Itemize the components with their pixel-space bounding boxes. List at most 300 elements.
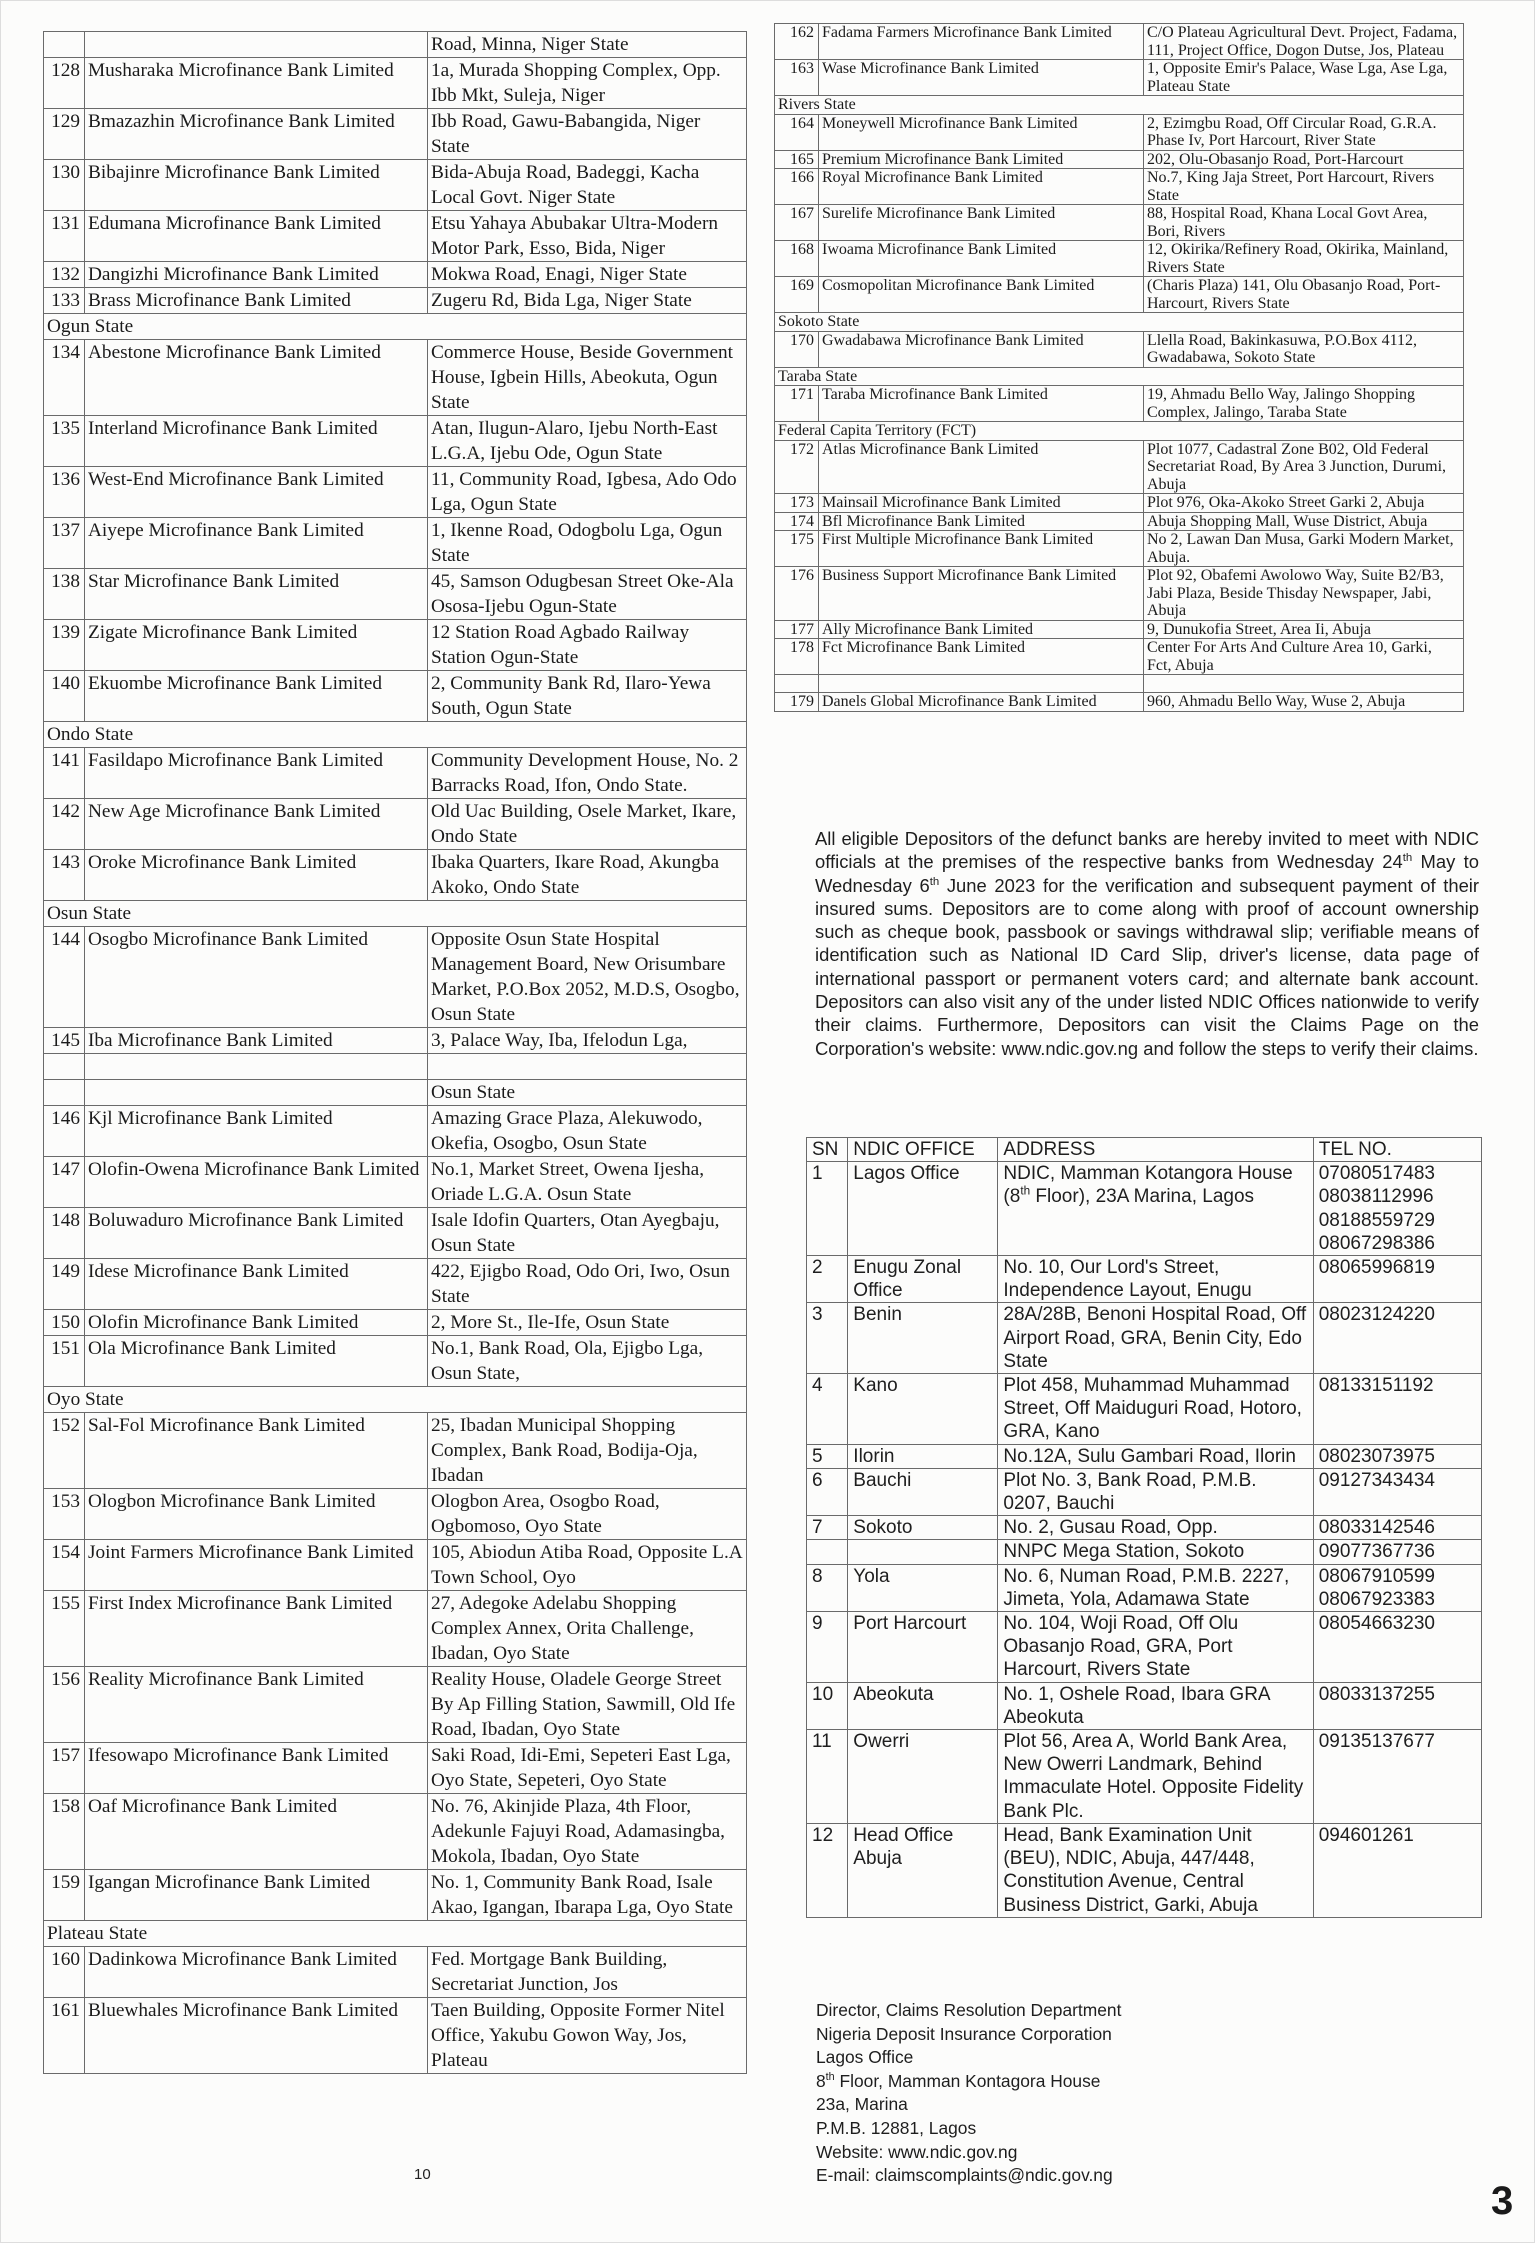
- website-link[interactable]: www.ndic.gov.ng: [888, 2141, 1018, 2162]
- state-header-row: [775, 96, 1464, 115]
- bank-name-cell: [85, 1080, 428, 1106]
- bank-row: [44, 340, 747, 416]
- bank-sn-cell: 169: [775, 277, 819, 313]
- office-address-cell: No. 2, Gusau Road, Opp.: [998, 1516, 1313, 1540]
- bank-row: [44, 1998, 747, 2074]
- bank-name-cell: Ekuombe Microfinance Bank Limited: [85, 671, 428, 722]
- office-address-cell: NNPC Mega Station, Sokoto: [998, 1540, 1313, 1564]
- bank-address-cell: 105, Abiodun Atiba Road, Opposite L.A Town School, Oyo: [428, 1540, 747, 1591]
- office-tel-cell: [1313, 1468, 1481, 1515]
- bank-row: [44, 1413, 747, 1489]
- bank-name-cell: West-End Microfinance Bank Limited: [85, 467, 428, 518]
- office-tel-cell: [1313, 1256, 1481, 1303]
- bank-address-cell: No. 76, Akinjide Plaza, 4th Floor, Adekunle Fajuyi Road, Adamasingba, Mokola, Ibadan, Oyo State: [428, 1794, 747, 1870]
- bank-name-cell: Sal-Fol Microfinance Bank Limited: [85, 1413, 428, 1489]
- bank-row: [44, 1259, 747, 1310]
- bank-name-cell: First Index Microfinance Bank Limited: [85, 1591, 428, 1667]
- header-tel: TEL NO.: [1313, 1138, 1481, 1162]
- bank-sn-cell: 156: [44, 1667, 85, 1743]
- bank-name-cell: Ola Microfinance Bank Limited: [85, 1336, 428, 1387]
- blank-cell: [44, 1054, 85, 1080]
- blank-cell: [85, 1054, 428, 1080]
- bank-sn-cell: 171: [775, 386, 819, 422]
- state-header-row: [44, 314, 747, 340]
- bank-row: [44, 1794, 747, 1870]
- office-name-cell: Owerri: [848, 1730, 998, 1824]
- bank-address-cell: Commerce House, Beside Government House, Igbein Hills, Abeokuta, Ogun State: [428, 340, 747, 416]
- bank-sn-cell: 151: [44, 1336, 85, 1387]
- bank-address-cell: Plot 1077, Cadastral Zone B02, Old Federal Secretariat Road, By Area 3 Junction, Durumi, Abuja: [1144, 440, 1464, 494]
- website-line: Website: www.ndic.gov.ng: [816, 2141, 1018, 2162]
- office-row: [807, 1612, 1482, 1683]
- bank-address-cell: No.7, King Jaja Street, Port Harcourt, Rivers State: [1144, 169, 1464, 205]
- office-row: [807, 1564, 1482, 1611]
- bank-name-cell: Olofin-Owena Microfinance Bank Limited: [85, 1157, 428, 1208]
- bank-address-cell: 45, Samson Odugbesan Street Oke-Ala Ososa-Ijebu Ogun-State: [428, 569, 747, 620]
- office-row: [807, 1516, 1482, 1540]
- bank-address-cell: Ibb Road, Gawu-Babangida, Niger State: [428, 109, 747, 160]
- office-address-cell: No.12A, Sulu Gambari Road, Ilorin: [998, 1444, 1313, 1468]
- bank-address-cell: Plot 92, Obafemi Awolowo Way, Suite B2/B3, Jabi Plaza, Beside Thisday Newspaper, Jabi, Abuja: [1144, 567, 1464, 621]
- bank-address-cell: 960, Ahmadu Bello Way, Wuse 2, Abuja: [1144, 693, 1464, 712]
- bank-row: [44, 160, 747, 211]
- bank-address-cell: Fed. Mortgage Bank Building, Secretariat Junction, Jos: [428, 1947, 747, 1998]
- bank-sn-cell: 152: [44, 1413, 85, 1489]
- bank-sn-cell: 129: [44, 109, 85, 160]
- phone-number[interactable]: 07080517483: [1318, 1163, 1435, 1185]
- bank-row: [775, 440, 1464, 494]
- bank-address-cell: Ibaka Quarters, Ikare Road, Akungba Akoko, Ondo State: [428, 850, 747, 901]
- director-contact-block: [816, 1999, 1416, 2188]
- office-row: [807, 1162, 1482, 1256]
- bank-row: [44, 1336, 747, 1387]
- bank-row: [44, 1208, 747, 1259]
- bank-name-cell: Edumana Microfinance Bank Limited: [85, 211, 428, 262]
- blank-cell: [428, 1054, 747, 1080]
- offices-header-row: [807, 1138, 1482, 1162]
- office-sn-cell: 9: [807, 1612, 848, 1683]
- bank-name-cell: Bluewhales Microfinance Bank Limited: [85, 1998, 428, 2074]
- office-address-cell: No. 10, Our Lord's Street, Independence Layout, Enugu: [998, 1256, 1313, 1303]
- bank-name-cell: Royal Microfinance Bank Limited: [819, 169, 1144, 205]
- bank-name-cell: Iwoama Microfinance Bank Limited: [819, 241, 1144, 277]
- bank-name-cell: First Multiple Microfinance Bank Limited: [819, 531, 1144, 567]
- office-address-cell: Head, Bank Examination Unit (BEU), NDIC, Abuja, 447/448, Constitution Avenue, Central Business District, Garki, Abuja: [998, 1823, 1313, 1917]
- bank-sn-cell: 131: [44, 211, 85, 262]
- bank-row: [775, 386, 1464, 422]
- state-header-row: [44, 901, 747, 927]
- bank-sn-cell: 158: [44, 1794, 85, 1870]
- state-header-row: [44, 1921, 747, 1947]
- bank-sn-cell: 168: [775, 241, 819, 277]
- state-label: Ondo State: [44, 722, 747, 748]
- bank-row: [775, 512, 1464, 531]
- office-row: [807, 1256, 1482, 1303]
- state-label: Plateau State: [44, 1921, 747, 1947]
- office-tel-cell: [1313, 1374, 1481, 1445]
- bank-address-cell: Bida-Abuja Road, Badeggi, Kacha Local Govt. Niger State: [428, 160, 747, 211]
- bank-name-cell: Surelife Microfinance Bank Limited: [819, 205, 1144, 241]
- phone-number[interactable]: 08133151192: [1318, 1375, 1434, 1397]
- bank-address-cell: 9, Dunukofia Street, Area Ii, Abuja: [1144, 620, 1464, 639]
- office-name-cell: Yola: [848, 1564, 998, 1611]
- office-tel-cell: [1313, 1564, 1481, 1611]
- bank-row: [775, 169, 1464, 205]
- bank-sn-cell: 164: [775, 114, 819, 150]
- bank-row: [44, 850, 747, 901]
- bank-row: [44, 518, 747, 569]
- office-address-cell: Plot No. 3, Bank Road, P.M.B. 0207, Bauchi: [998, 1468, 1313, 1515]
- state-label: Osun State: [44, 901, 747, 927]
- bank-sn-cell: 159: [44, 1870, 85, 1921]
- bank-address-cell: (Charis Plaza) 141, Olu Obasanjo Road, Port-Harcourt, Rivers State: [1144, 277, 1464, 313]
- bank-row: [775, 150, 1464, 169]
- bank-sn-cell: 170: [775, 331, 819, 367]
- bank-name-cell: [85, 32, 428, 58]
- state-header-row: [775, 313, 1464, 332]
- phone-number[interactable]: 08033137255: [1318, 1683, 1435, 1705]
- depositor-notice: All eligible Depositors of the defunct banks are hereby invited to meet with NDIC officials at the premises of the respective banks from Wednesday 24th May to Wednesday 6th June 2023 for the verification and subsequent payment of their insured sums. Depositors are to come along with proof of account ownership such as cheque book, passbook or savings withdrawal slip; verifiable means of identification such as National ID Card Slip, driver's license, data page of international passport or permanent voters card; and alternate bank account. Depositors can also visit any of the under listed NDIC Offices nationwide to verify their claims. Furthermore, Depositors can visit the Claims Page on the Corporation's website: www.ndic.gov.ng and follow the steps to verify their claims.: [815, 828, 1480, 1059]
- bank-address-cell: 1, Ikenne Road, Odogbolu Lga, Ogun State: [428, 518, 747, 569]
- phone-number[interactable]: 08065996819: [1318, 1257, 1435, 1279]
- bank-row: [44, 58, 747, 109]
- bank-address-cell: C/O Plateau Agricultural Devt. Project, Fadama, 111, Project Office, Dogon Dutse, Jos, Plateau: [1144, 24, 1464, 60]
- phone-number[interactable]: 08023124220: [1318, 1304, 1435, 1326]
- bank-sn-cell: 179: [775, 693, 819, 712]
- office-name-cell: Bauchi: [848, 1468, 998, 1515]
- bank-sn-cell: 150: [44, 1310, 85, 1336]
- office-row: [807, 1303, 1482, 1374]
- bank-name-cell: Brass Microfinance Bank Limited: [85, 288, 428, 314]
- blank-cell: [1144, 675, 1464, 693]
- bank-sn-cell: 141: [44, 748, 85, 799]
- bank-name-cell: Bibajinre Microfinance Bank Limited: [85, 160, 428, 211]
- page-number: 10: [414, 2166, 431, 2183]
- phone-number[interactable]: 08038112996: [1318, 1186, 1434, 1208]
- bank-sn-cell: 133: [44, 288, 85, 314]
- bank-address-cell: Amazing Grace Plaza, Alekuwodo, Okefia, Osogbo, Osun State: [428, 1106, 747, 1157]
- office-row: [807, 1444, 1482, 1468]
- bank-name-cell: Zigate Microfinance Bank Limited: [85, 620, 428, 671]
- bank-sn-cell: 172: [775, 440, 819, 494]
- bank-address-cell: 11, Community Road, Igbesa, Ado Odo Lga, Ogun State: [428, 467, 747, 518]
- bank-row: [775, 24, 1464, 60]
- office-address-cell: No. 1, Oshele Road, Ibara GRA Abeokuta: [998, 1682, 1313, 1729]
- bank-name-cell: Osogbo Microfinance Bank Limited: [85, 927, 428, 1028]
- bank-sn-cell: 132: [44, 262, 85, 288]
- bank-sn-cell: 145: [44, 1028, 85, 1054]
- bank-row: [775, 567, 1464, 621]
- phone-number[interactable]: 08067923383: [1318, 1588, 1435, 1610]
- bank-name-cell: Moneywell Microfinance Bank Limited: [819, 114, 1144, 150]
- office-name-cell: Enugu Zonal Office: [848, 1256, 998, 1303]
- bank-sn-cell: 160: [44, 1947, 85, 1998]
- phone-number[interactable]: 09127343434: [1318, 1469, 1435, 1491]
- bank-sn-cell: 138: [44, 569, 85, 620]
- bank-address-cell: Osun State: [428, 1080, 747, 1106]
- bank-address-cell: Mokwa Road, Enagi, Niger State: [428, 262, 747, 288]
- bank-address-cell: 19, Ahmadu Bello Way, Jalingo Shopping Complex, Jalingo, Taraba State: [1144, 386, 1464, 422]
- office-tel-cell: [1313, 1516, 1481, 1540]
- bank-name-cell: Ally Microfinance Bank Limited: [819, 620, 1144, 639]
- bank-sn-cell: 177: [775, 620, 819, 639]
- right-bank-table: [774, 23, 1464, 712]
- bank-address-cell: Center For Arts And Culture Area 10, Garki, Fct, Abuja: [1144, 639, 1464, 675]
- state-label: Oyo State: [44, 1387, 747, 1413]
- state-label: Ogun State: [44, 314, 747, 340]
- office-sn-cell: 2: [807, 1256, 848, 1303]
- bank-sn-cell: [44, 32, 85, 58]
- phone-number[interactable]: 094601261: [1318, 1824, 1414, 1846]
- bank-row: [44, 1106, 747, 1157]
- bank-sn-cell: [44, 1080, 85, 1106]
- bank-address-cell: No 2, Lawan Dan Musa, Garki Modern Market, Abuja.: [1144, 531, 1464, 567]
- bank-row: [44, 671, 747, 722]
- bank-name-cell: Ologbon Microfinance Bank Limited: [85, 1489, 428, 1540]
- bank-row: [44, 416, 747, 467]
- office-address-cell: Plot 56, Area A, World Bank Area, New Owerri Landmark, Behind Immaculate Hotel. Opposite Fidelity Bank Plc.: [998, 1730, 1313, 1824]
- office-sn-cell: 5: [807, 1444, 848, 1468]
- bank-sn-cell: 178: [775, 639, 819, 675]
- office-name-cell: Sokoto: [848, 1516, 998, 1540]
- bank-name-cell: Star Microfinance Bank Limited: [85, 569, 428, 620]
- phone-number[interactable]: 09077367736: [1318, 1541, 1435, 1563]
- bank-sn-cell: 163: [775, 60, 819, 96]
- bank-address-cell: No.1, Market Street, Owena Ijesha, Oriade L.G.A. Osun State: [428, 1157, 747, 1208]
- bank-name-cell: Business Support Microfinance Bank Limited: [819, 567, 1144, 621]
- email-line[interactable]: E-mail: claimscomplaints@ndic.gov.ng: [816, 2165, 1113, 2186]
- phone-number[interactable]: 08054663230: [1318, 1613, 1435, 1635]
- bank-name-cell: Wase Microfinance Bank Limited: [819, 60, 1144, 96]
- office-sn-cell: 10: [807, 1682, 848, 1729]
- state-label: Sokoto State: [775, 313, 1464, 332]
- bank-address-cell: Ologbon Area, Osogbo Road, Ogbomoso, Oyo State: [428, 1489, 747, 1540]
- bank-row: [775, 241, 1464, 277]
- bank-name-cell: Bmazazhin Microfinance Bank Limited: [85, 109, 428, 160]
- bank-name-cell: Igangan Microfinance Bank Limited: [85, 1870, 428, 1921]
- bank-address-cell: 27, Adegoke Adelabu Shopping Complex Annex, Orita Challenge, Ibadan, Oyo State: [428, 1591, 747, 1667]
- bank-address-cell: Old Uac Building, Osele Market, Ikare, Ondo State: [428, 799, 747, 850]
- office-tel-cell: [1313, 1444, 1481, 1468]
- bank-row: [775, 331, 1464, 367]
- bank-address-cell: 88, Hospital Road, Khana Local Govt Area, Bori, Rivers: [1144, 205, 1464, 241]
- bank-name-cell: Fadama Farmers Microfinance Bank Limited: [819, 24, 1144, 60]
- bank-sn-cell: 153: [44, 1489, 85, 1540]
- bank-sn-cell: 165: [775, 150, 819, 169]
- bank-sn-cell: 147: [44, 1157, 85, 1208]
- state-label: Rivers State: [775, 96, 1464, 115]
- bank-sn-cell: 143: [44, 850, 85, 901]
- office-sn-cell: 8: [807, 1564, 848, 1611]
- bank-name-cell: Bfl Microfinance Bank Limited: [819, 512, 1144, 531]
- bank-address-cell: 12 Station Road Agbado Railway Station Ogun-State: [428, 620, 747, 671]
- bank-sn-cell: 175: [775, 531, 819, 567]
- bank-row: [44, 1489, 747, 1540]
- office-row: [807, 1682, 1482, 1729]
- bank-address-cell: Taen Building, Opposite Former Nitel Office, Yakubu Gowon Way, Jos, Plateau: [428, 1998, 747, 2074]
- office-name: Lagos Office: [816, 2047, 914, 2068]
- blank-row: [44, 1054, 747, 1080]
- bank-name-cell: Dangizhi Microfinance Bank Limited: [85, 262, 428, 288]
- office-name-cell: Ilorin: [848, 1444, 998, 1468]
- bank-row: [44, 1540, 747, 1591]
- bank-row: [775, 277, 1464, 313]
- bank-name-cell: Premium Microfinance Bank Limited: [819, 150, 1144, 169]
- bank-row: [44, 799, 747, 850]
- left-bank-table: [43, 31, 747, 2074]
- bank-row: [44, 1743, 747, 1794]
- bank-sn-cell: 128: [44, 58, 85, 109]
- bank-address-cell: 25, Ibadan Municipal Shopping Complex, Bank Road, Bodija-Oja, Ibadan: [428, 1413, 747, 1489]
- bank-row: [44, 1080, 747, 1106]
- bank-address-cell: Plot 976, Oka-Akoko Street Garki 2, Abuja: [1144, 494, 1464, 513]
- bank-sn-cell: 148: [44, 1208, 85, 1259]
- blank-cell: [819, 675, 1144, 693]
- blank-cell: [775, 675, 819, 693]
- office-name-cell: [848, 1540, 998, 1564]
- bank-sn-cell: 155: [44, 1591, 85, 1667]
- bank-row: [44, 1157, 747, 1208]
- bank-sn-cell: 154: [44, 1540, 85, 1591]
- office-pmb: P.M.B. 12881, Lagos: [816, 2117, 977, 2138]
- office-sn-cell: 7: [807, 1516, 848, 1540]
- bank-name-cell: Taraba Microfinance Bank Limited: [819, 386, 1144, 422]
- office-row: [807, 1540, 1482, 1564]
- bank-address-cell: 3, Palace Way, Iba, Ifelodun Lga,: [428, 1028, 747, 1054]
- office-sn-cell: 11: [807, 1730, 848, 1824]
- bank-name-cell: Idese Microfinance Bank Limited: [85, 1259, 428, 1310]
- office-sn-cell: [807, 1540, 848, 1564]
- bank-address-cell: Saki Road, Idi-Emi, Sepeteri East Lga, Oyo State, Sepeteri, Oyo State: [428, 1743, 747, 1794]
- phone-number[interactable]: 08067910599: [1318, 1565, 1435, 1587]
- bank-sn-cell: 166: [775, 169, 819, 205]
- phone-number[interactable]: 09135137677: [1318, 1731, 1435, 1753]
- bank-name-cell: Abestone Microfinance Bank Limited: [85, 340, 428, 416]
- bank-row: [775, 205, 1464, 241]
- bank-name-cell: Olofin Microfinance Bank Limited: [85, 1310, 428, 1336]
- bank-name-cell: Danels Global Microfinance Bank Limited: [819, 693, 1144, 712]
- bank-sn-cell: 146: [44, 1106, 85, 1157]
- bank-name-cell: Atlas Microfinance Bank Limited: [819, 440, 1144, 494]
- phone-number[interactable]: 08023073975: [1318, 1445, 1435, 1467]
- bank-name-cell: Boluwaduro Microfinance Bank Limited: [85, 1208, 428, 1259]
- bank-name-cell: Oroke Microfinance Bank Limited: [85, 850, 428, 901]
- bank-address-cell: 2, More St., Ile-Ife, Osun State: [428, 1310, 747, 1336]
- office-row: [807, 1823, 1482, 1917]
- bank-name-cell: Gwadabawa Microfinance Bank Limited: [819, 331, 1144, 367]
- header-sn: SN: [807, 1138, 848, 1162]
- header-address: ADDRESS: [998, 1138, 1313, 1162]
- bank-sn-cell: 134: [44, 340, 85, 416]
- office-row: [807, 1468, 1482, 1515]
- bank-name-cell: New Age Microfinance Bank Limited: [85, 799, 428, 850]
- bank-name-cell: Fasildapo Microfinance Bank Limited: [85, 748, 428, 799]
- bank-row: [44, 1667, 747, 1743]
- bank-row: [775, 60, 1464, 96]
- office-street: 23a, Marina: [816, 2094, 908, 2115]
- bank-sn-cell: 157: [44, 1743, 85, 1794]
- bank-address-cell: No. 1, Community Bank Road, Isale Akao, Igangan, Ibarapa Lga, Oyo State: [428, 1870, 747, 1921]
- bank-row: [44, 32, 747, 58]
- bank-row: [44, 288, 747, 314]
- phone-number[interactable]: 08033142546: [1318, 1517, 1435, 1539]
- phone-number[interactable]: 08067298386: [1318, 1232, 1435, 1254]
- state-header-row: [44, 1387, 747, 1413]
- left-bank-list: [43, 31, 747, 2074]
- bank-row: [44, 1947, 747, 1998]
- bank-address-cell: 2, Community Bank Rd, Ilaro-Yewa South, Ogun State: [428, 671, 747, 722]
- bank-name-cell: Cosmopolitan Microfinance Bank Limited: [819, 277, 1144, 313]
- office-name-cell: Kano: [848, 1374, 998, 1445]
- bank-name-cell: Joint Farmers Microfinance Bank Limited: [85, 1540, 428, 1591]
- office-name-cell: Benin: [848, 1303, 998, 1374]
- state-header-row: [775, 422, 1464, 441]
- bank-address-cell: Road, Minna, Niger State: [428, 32, 747, 58]
- phone-number[interactable]: 08188559729: [1318, 1209, 1435, 1231]
- bank-row: [44, 262, 747, 288]
- bank-address-cell: Opposite Osun State Hospital Management Board, New Orisumbare Market, P.O.Box 2052, M.D.S, Osogbo, Osun State: [428, 927, 747, 1028]
- bank-address-cell: 12, Okirika/Refinery Road, Okirika, Mainland, Rivers State: [1144, 241, 1464, 277]
- right-bank-list: [774, 23, 1464, 712]
- bank-name-cell: Dadinkowa Microfinance Bank Limited: [85, 1947, 428, 1998]
- office-tel-cell: [1313, 1540, 1481, 1564]
- office-address-cell: No. 104, Woji Road, Off Olu Obasanjo Road, GRA, Port Harcourt, Rivers State: [998, 1612, 1313, 1683]
- bank-address-cell: 1a, Murada Shopping Complex, Opp. Ibb Mkt, Suleja, Niger: [428, 58, 747, 109]
- office-name-cell: Head Office Abuja: [848, 1823, 998, 1917]
- bank-row: [44, 1310, 747, 1336]
- bank-sn-cell: 176: [775, 567, 819, 621]
- blank-row: [775, 675, 1464, 693]
- state-label: Taraba State: [775, 367, 1464, 386]
- office-sn-cell: 12: [807, 1823, 848, 1917]
- bank-sn-cell: 161: [44, 1998, 85, 2074]
- office-name-cell: Lagos Office: [848, 1162, 998, 1256]
- bank-row: [775, 531, 1464, 567]
- office-tel-cell: [1313, 1612, 1481, 1683]
- bank-name-cell: Oaf Microfinance Bank Limited: [85, 1794, 428, 1870]
- bank-name-cell: Reality Microfinance Bank Limited: [85, 1667, 428, 1743]
- office-row: [807, 1730, 1482, 1824]
- bank-sn-cell: 149: [44, 1259, 85, 1310]
- header-office: NDIC OFFICE: [848, 1138, 998, 1162]
- office-row: [807, 1374, 1482, 1445]
- bank-address-cell: Isale Idofin Quarters, Otan Ayegbaju, Osun State: [428, 1208, 747, 1259]
- bank-row: [44, 1028, 747, 1054]
- office-tel-cell: [1313, 1730, 1481, 1824]
- bank-address-cell: Etsu Yahaya Abubakar Ultra-Modern Motor Park, Esso, Bida, Niger: [428, 211, 747, 262]
- bank-address-cell: Reality House, Oladele George Street By Ap Filling Station, Sawmill, Old Ife Road, Ibadan, Oyo State: [428, 1667, 747, 1743]
- bank-address-cell: Abuja Shopping Mall, Wuse District, Abuja: [1144, 512, 1464, 531]
- bank-sn-cell: 173: [775, 494, 819, 513]
- office-address-cell: 28A/28B, Benoni Hospital Road, Off Airport Road, GRA, Benin City, Edo State: [998, 1303, 1313, 1374]
- bank-row: [44, 211, 747, 262]
- bank-row: [44, 569, 747, 620]
- bank-address-cell: 422, Ejigbo Road, Odo Ori, Iwo, Osun State: [428, 1259, 747, 1310]
- bank-row: [44, 1591, 747, 1667]
- bank-name-cell: Interland Microfinance Bank Limited: [85, 416, 428, 467]
- bank-address-cell: Atan, Ilugun-Alaro, Ijebu North-East L.G.A, Ijebu Ode, Ogun State: [428, 416, 747, 467]
- corporation-name: Nigeria Deposit Insurance Corporation: [816, 2023, 1112, 2044]
- office-tel-cell: [1313, 1162, 1481, 1256]
- director-title: Director, Claims Resolution Department: [816, 2000, 1122, 2020]
- office-tel-cell: [1313, 1682, 1481, 1729]
- bank-row: [775, 114, 1464, 150]
- bank-address-cell: 2, Ezimgbu Road, Off Circular Road, G.R.A. Phase Iv, Port Harcourt, River State: [1144, 114, 1464, 150]
- bank-name-cell: Ifesowapo Microfinance Bank Limited: [85, 1743, 428, 1794]
- bank-name-cell: Kjl Microfinance Bank Limited: [85, 1106, 428, 1157]
- office-address-cell: NDIC, Mamman Kotangora House (8th Floor), 23A Marina, Lagos: [998, 1162, 1313, 1256]
- bank-row: [44, 1870, 747, 1921]
